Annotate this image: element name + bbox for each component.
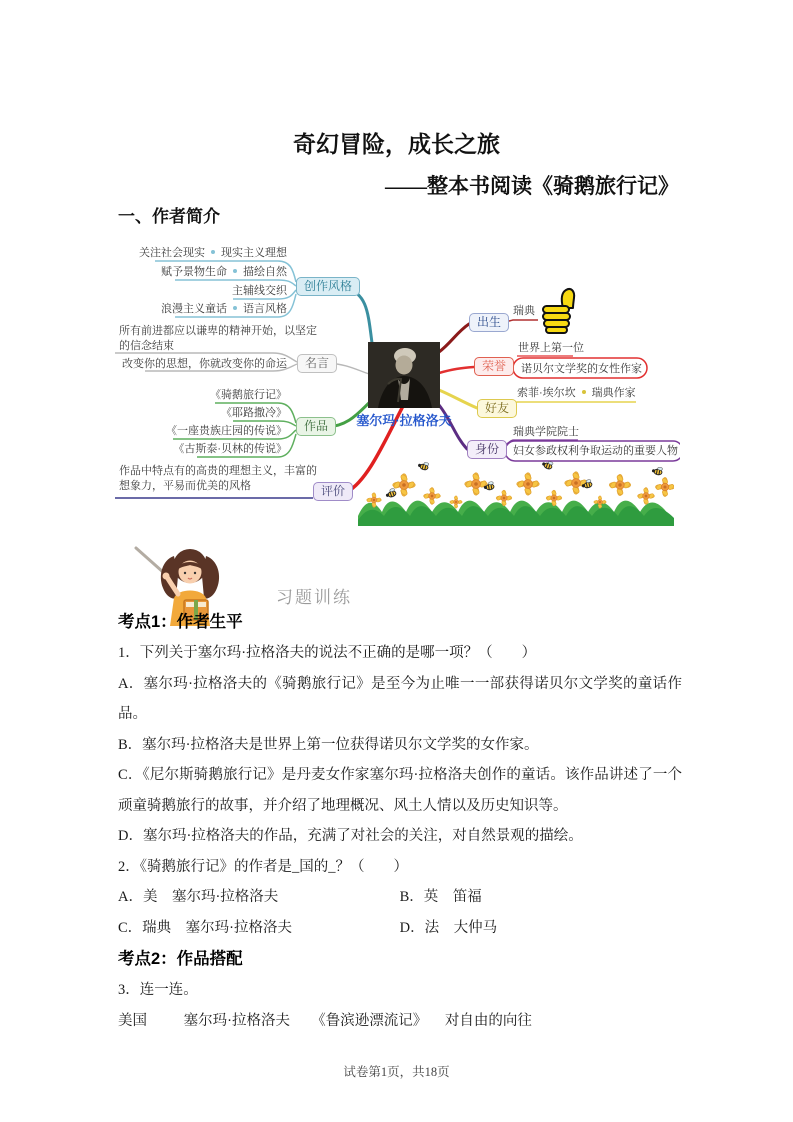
style-row — [161, 302, 287, 316]
branch-label-quotes: 名言 — [297, 354, 337, 373]
style-row — [232, 284, 287, 298]
identity-line1: 瑞典学院院士 — [513, 426, 579, 438]
q1-option-a: A．塞尔玛·拉格洛夫的《骑鹅旅行记》是至今为止唯一一部获得诺贝尔文学奖的童话作品。 — [118, 675, 682, 722]
style-row-text: 关注社会现实 — [139, 247, 205, 259]
style-row-text: 浪漫主义童话 — [161, 303, 227, 315]
section-heading-author-intro: 一、作者简介 — [118, 207, 220, 226]
dot-separator-icon — [211, 250, 215, 254]
birth-value: 瑞典 — [513, 305, 535, 317]
style-row-tag: 现实主义理想 — [221, 247, 287, 259]
style-row-tag: 描绘自然 — [243, 266, 287, 278]
match-book: 《鲁滨逊漂流记》 — [311, 1012, 428, 1029]
style-row — [161, 265, 287, 279]
work-title: 《骑鹅旅行记》 — [210, 389, 287, 401]
q3-match-row — [118, 1006, 682, 1037]
q2-option-c: C．瑞典 塞尔玛·拉格洛夫 — [118, 919, 292, 936]
match-country: 美国 — [118, 1012, 147, 1029]
dot-separator-icon — [233, 269, 237, 273]
honor-line2: 诺贝尔文学奖的女性作家 — [521, 363, 642, 375]
q1-stem: 1．下列关于塞尔玛·拉格洛夫的说法不正确的是哪一项？（ ） — [118, 645, 537, 661]
q1-option-d: D．塞尔玛·拉格洛夫的作品，充满了对社会的关注，对自然景观的描绘。 — [118, 828, 583, 844]
branch-label-evaluation: 评价 — [313, 482, 353, 501]
identity-line2: 妇女参政权利争取运动的重要人物 — [513, 445, 678, 457]
author-mindmap — [115, 240, 680, 530]
style-row — [139, 246, 287, 260]
exercise-content — [118, 606, 682, 1036]
q3-stem: 3．连一连。 — [118, 982, 198, 998]
friend-tag: 瑞典作家 — [591, 387, 636, 399]
quote-text: 所有前进都应以谦卑的精神开始，以坚定的信念结束 — [119, 325, 317, 352]
work-title: 《古斯泰·贝林的传说》 — [173, 443, 287, 455]
style-row-tag: 语言风格 — [243, 303, 287, 315]
branch-label-honor: 荣誉 — [474, 357, 514, 376]
style-row-text: 赋予景物生命 — [161, 266, 227, 278]
evaluation-text: 作品中特点有的高贵的理想主义，丰富的想象力，平易而优美的风格 — [119, 465, 317, 492]
q2-option-a: A．美 塞尔玛·拉格洛夫 — [118, 889, 279, 905]
work-title: 《一座贵族庄园的传说》 — [166, 425, 287, 437]
exercise-banner: 习题训练 — [276, 588, 352, 607]
friend-name: 索菲·埃尔坎 — [517, 387, 576, 399]
match-theme: 对自由的向往 — [444, 1012, 532, 1029]
q1-option-b: B．塞尔玛·拉格洛夫是世界上第一位获得诺贝尔文学奖的女作家。 — [118, 736, 539, 753]
author-portrait-photo — [368, 342, 440, 408]
honor-line1: 世界上第一位 — [518, 342, 584, 354]
q2-option-d: D．法 大仲马 — [399, 919, 498, 936]
branch-label-creative-style: 创作风格 — [296, 277, 360, 296]
work-title: 《耶路撒冷》 — [221, 407, 287, 419]
branch-label-friend: 好友 — [477, 399, 517, 418]
branch-label-works: 作品 — [296, 417, 336, 436]
q2-option-row — [118, 913, 682, 944]
page-footer: 试卷第1页，共18页 — [343, 1065, 450, 1079]
branch-label-identity: 身份 — [467, 440, 507, 459]
dot-separator-icon — [582, 390, 586, 394]
author-name: 塞尔玛·拉格洛夫 — [356, 413, 452, 428]
style-row-text: 主辅线交织 — [232, 285, 287, 297]
page-subtitle: ——整本书阅读《骑鹅旅行记》 — [385, 174, 679, 198]
q2-stem: 2．《骑鹅旅行记》的作者是_国的_？（ ） — [118, 858, 408, 875]
dot-separator-icon — [233, 306, 237, 310]
q2-option-row — [118, 882, 682, 913]
sunflower-grass-decoration — [358, 454, 674, 526]
match-author: 塞尔玛·拉格洛夫 — [183, 1012, 290, 1029]
branch-label-birth: 出生 — [469, 313, 509, 332]
kaodian2-heading: 考点2：作品搭配 — [118, 950, 243, 968]
page-title: 奇幻冒险，成长之旅 — [293, 132, 500, 157]
q1-option-c: C．《尼尔斯骑鹅旅行记》是丹麦女作家塞尔玛·拉格洛夫创作的童话。该作品讲述了一个顽童骑鹅旅行的故事，并介绍了地理概况、风土人情以及历史知识等。 — [118, 767, 682, 814]
q2-option-b: B．英 笛福 — [399, 889, 482, 905]
thumbs-up-icon — [539, 286, 581, 334]
friend-row — [517, 386, 636, 400]
quote-text: 改变你的思想，你就改变你的命运 — [122, 358, 287, 370]
kaodian1-heading: 考点1：作者生平 — [118, 613, 243, 631]
